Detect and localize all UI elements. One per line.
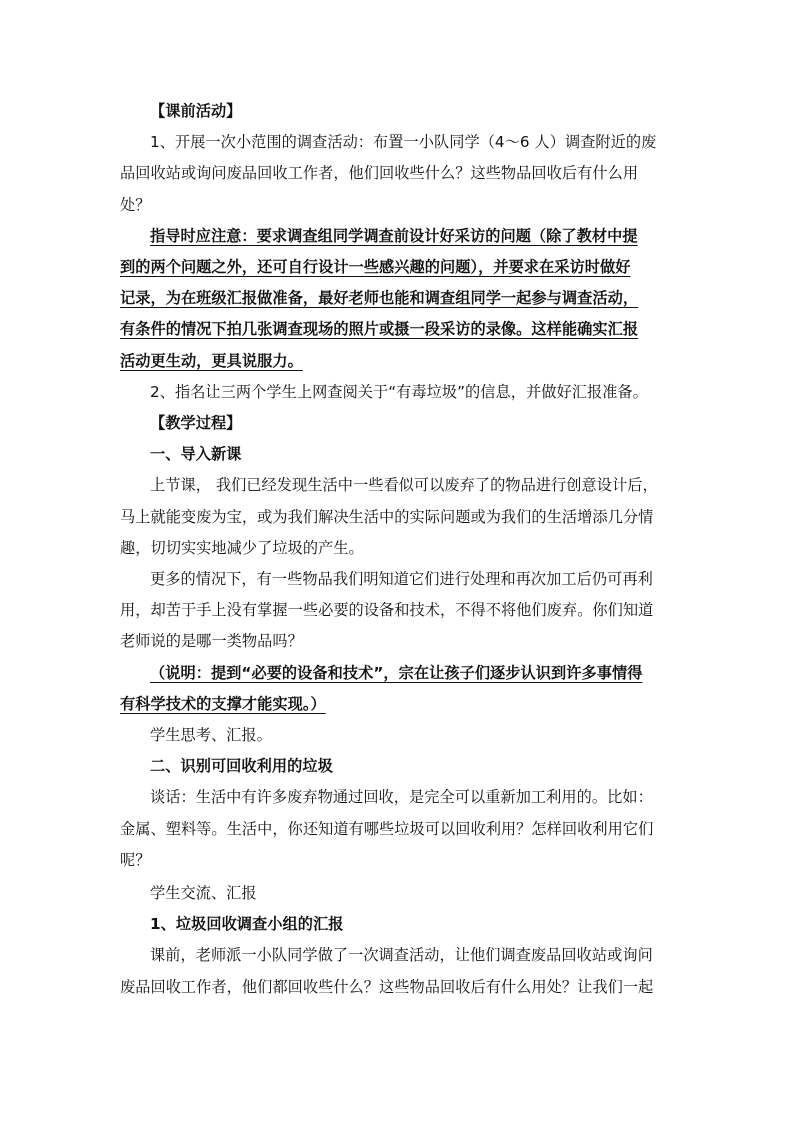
note-line-2: 有科学技术的支撑才能实现。） [120,694,326,713]
sub1-para-line-1: 课前，老师派一小队同学做了一次调查活动，让他们调查废品回收站或询问 [150,946,653,965]
guidance-line-4: 有条件的情况下拍几张调查现场的照片或摄一段采访的录像。这样能确实汇报 [120,320,639,339]
talk-line-2: 金属、塑料等。生活中，你还知道有哪些垃圾可以回收利用？怎样回收利用它们 [120,819,654,838]
note-line-1: （说明：提到“必要的设备和技术”，宗在让孩子们逐步认识到许多事情得 [150,663,643,682]
intro-para1-line-3: 趣，切切实实地减少了垃圾的产生。 [120,538,364,557]
student-think: 学生思考、汇报。 [150,726,272,745]
heading-preclass-activity: 【课前活动】 [150,102,242,120]
talk-line-1: 谈话：生活中有许多废弃物通过回收，是完全可以重新加工利用的。比如： [150,788,653,807]
intro-para2-line-3: 老师说的是哪一类物品吗？ [120,632,303,651]
item1-line-3: 处？ [120,195,151,214]
intro-para1-line-1: 上节课， 我们已经发现生活中一些看似可以废弃了的物品进行创意设计后， [150,476,658,495]
section2-title: 二、识别可回收利用的垃圾 [150,757,333,776]
intro-para1-line-2: 马上就能变废为宝，或为我们解决生活中的实际问题或为我们的生活增添几分情 [120,507,654,526]
heading-teaching-process: 【教学过程】 [150,414,242,433]
document-page [120,96,680,1003]
guidance-line-1: 指导时应注意：要求调查组同学调查前设计好采访的问题（除了教材中提 [150,226,638,245]
sub1-para-line-2: 废品回收工作者，他们都回收些什么？这些物品回收后有什么用处？让我们一起 [120,977,654,996]
section1-title: 一、导入新课 [150,445,242,464]
guidance-line-3: 记录，为在班级汇报做准备，最好老师也能和调查组同学一起参与调查活动， [120,289,639,308]
talk-line-3: 呢？ [120,850,151,869]
item1-line-2: 品回收站或询问废品回收工作者，他们回收些什么？这些物品回收后有什么用 [120,164,639,183]
item1-line-1: 1、开展一次小范围的调查活动：布置一小队同学（4～6 人）调查附近的废 [150,133,657,152]
item2-line: 2、指名让三两个学生上网查阅关于“有毒垃圾”的信息，并做好汇报准备。 [150,382,648,401]
intro-para2-line-1: 更多的情况下，有一些物品我们明知道它们进行处理和再次加工后仍可再利 [150,570,653,589]
sub1-title: 1、垃圾回收调查小组的汇报 [150,915,344,934]
guidance-line-2: 到的两个问题之外，还可自行设计一些感兴趣的问题），并要求在采访时做好 [120,258,631,277]
guidance-line-5: 活动更生动，更具说服力。 [120,351,303,370]
student-exchange: 学生交流、汇报 [150,884,257,903]
intro-para2-line-2: 用，却苦于手上没有掌握一些必要的设备和技术，不得不将他们废弃。你们知道 [120,601,654,620]
